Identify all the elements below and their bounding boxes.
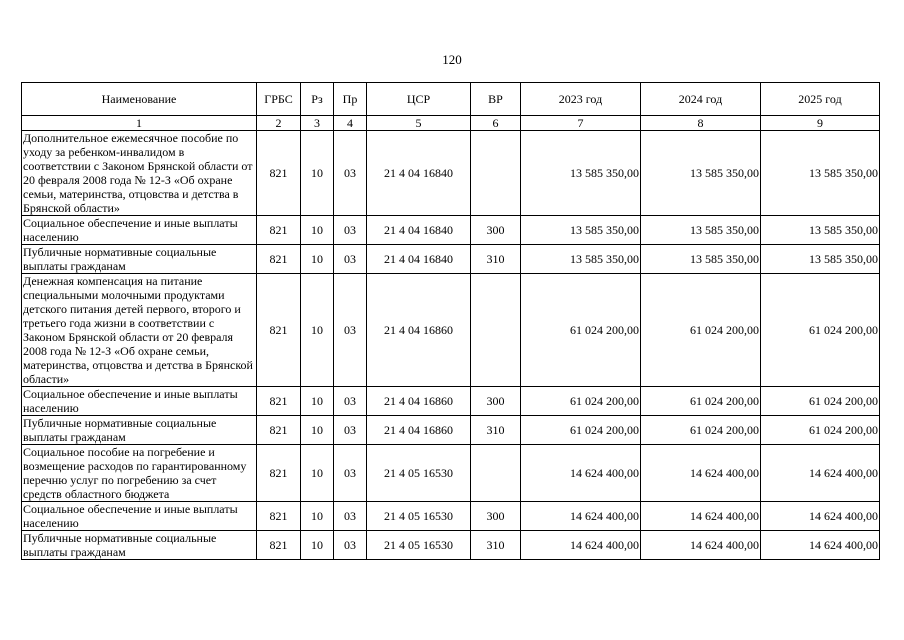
row-2025: 13 585 350,00 (761, 216, 880, 245)
page-number: 120 (442, 52, 462, 67)
column-number: 9 (761, 116, 880, 131)
header-rz: Рз (301, 83, 334, 116)
row-vr (471, 445, 521, 502)
row-pr: 03 (334, 445, 367, 502)
row-2024: 13 585 350,00 (641, 131, 761, 216)
row-grbs: 821 (257, 502, 301, 531)
row-name: Публичные нормативные социальные выплаты гражданам (22, 531, 257, 560)
column-number: 8 (641, 116, 761, 131)
row-rz: 10 (301, 416, 334, 445)
row-2025: 14 624 400,00 (761, 531, 880, 560)
column-number: 3 (301, 116, 334, 131)
header-name: Наименование (22, 83, 257, 116)
row-vr: 310 (471, 416, 521, 445)
row-2024: 14 624 400,00 (641, 502, 761, 531)
header-2025: 2025 год (761, 83, 880, 116)
row-2023: 61 024 200,00 (521, 274, 641, 387)
row-pr: 03 (334, 216, 367, 245)
table-row (22, 131, 880, 216)
row-rz: 10 (301, 131, 334, 216)
row-2024: 61 024 200,00 (641, 274, 761, 387)
row-pr: 03 (334, 416, 367, 445)
header-2024: 2024 год (641, 83, 761, 116)
row-csr: 21 4 04 16860 (367, 416, 471, 445)
column-number-row (22, 116, 880, 131)
row-rz: 10 (301, 531, 334, 560)
row-vr (471, 274, 521, 387)
table-row (22, 531, 880, 560)
row-2025: 14 624 400,00 (761, 445, 880, 502)
row-rz: 10 (301, 387, 334, 416)
column-number: 2 (257, 116, 301, 131)
row-name: Публичные нормативные социальные выплаты гражданам (22, 245, 257, 274)
row-vr: 310 (471, 245, 521, 274)
row-rz: 10 (301, 445, 334, 502)
row-pr: 03 (334, 502, 367, 531)
row-rz: 10 (301, 245, 334, 274)
row-2024: 13 585 350,00 (641, 245, 761, 274)
row-pr: 03 (334, 531, 367, 560)
row-csr: 21 4 04 16860 (367, 387, 471, 416)
row-grbs: 821 (257, 445, 301, 502)
row-csr: 21 4 04 16840 (367, 216, 471, 245)
row-grbs: 821 (257, 387, 301, 416)
row-pr: 03 (334, 245, 367, 274)
row-2023: 13 585 350,00 (521, 245, 641, 274)
row-csr: 21 4 04 16840 (367, 245, 471, 274)
table-row (22, 387, 880, 416)
header-csr: ЦСР (367, 83, 471, 116)
header-grbs: ГРБС (257, 83, 301, 116)
row-csr: 21 4 04 16840 (367, 131, 471, 216)
column-number: 7 (521, 116, 641, 131)
row-name: Дополнительное ежемесячное пособие по уходу за ребенком-инвалидом в соответствии с Законом Брянской области от 20 февраля 2008 года № 12-З «Об охране семьи, материнства, отцовства и детства в Брянской области» (22, 131, 257, 216)
table-row (22, 216, 880, 245)
row-rz: 10 (301, 502, 334, 531)
row-name: Денежная компенсация на питание специальными молочными продуктами детского питания детей первого, второго и третьего года жизни в соответствии с Законом Брянской области от 20 февраля 2008 года № 12-З «Об охране семьи, материнства, отцовства и детства в Брянской области» (22, 274, 257, 387)
row-2025: 61 024 200,00 (761, 387, 880, 416)
row-grbs: 821 (257, 245, 301, 274)
table-row (22, 416, 880, 445)
table-row (22, 274, 880, 387)
column-number: 5 (367, 116, 471, 131)
row-2024: 61 024 200,00 (641, 416, 761, 445)
row-2025: 61 024 200,00 (761, 274, 880, 387)
row-2023: 14 624 400,00 (521, 531, 641, 560)
row-name: Социальное обеспечение и иные выплаты населению (22, 502, 257, 531)
row-grbs: 821 (257, 131, 301, 216)
header-pr: Пр (334, 83, 367, 116)
row-grbs: 821 (257, 531, 301, 560)
row-2023: 13 585 350,00 (521, 216, 641, 245)
row-csr: 21 4 05 16530 (367, 531, 471, 560)
row-pr: 03 (334, 274, 367, 387)
row-2025: 13 585 350,00 (761, 131, 880, 216)
row-rz: 10 (301, 216, 334, 245)
header-vr: ВР (471, 83, 521, 116)
row-rz: 10 (301, 274, 334, 387)
row-2023: 61 024 200,00 (521, 416, 641, 445)
column-number: 6 (471, 116, 521, 131)
header-row (22, 83, 880, 116)
row-2025: 13 585 350,00 (761, 245, 880, 274)
budget-table (21, 82, 880, 560)
row-2023: 14 624 400,00 (521, 445, 641, 502)
row-2025: 14 624 400,00 (761, 502, 880, 531)
column-number: 4 (334, 116, 367, 131)
row-2023: 14 624 400,00 (521, 502, 641, 531)
row-csr: 21 4 05 16530 (367, 502, 471, 531)
table-row (22, 502, 880, 531)
row-grbs: 821 (257, 416, 301, 445)
row-csr: 21 4 05 16530 (367, 445, 471, 502)
row-name: Социальное обеспечение и иные выплаты населению (22, 216, 257, 245)
row-pr: 03 (334, 387, 367, 416)
row-name: Социальное обеспечение и иные выплаты населению (22, 387, 257, 416)
row-grbs: 821 (257, 274, 301, 387)
row-2024: 14 624 400,00 (641, 531, 761, 560)
row-name: Социальное пособие на погребение и возмещение расходов по гарантированному перечню услуг по погребению за счет средств областного бюджета (22, 445, 257, 502)
row-2024: 13 585 350,00 (641, 216, 761, 245)
row-vr: 300 (471, 502, 521, 531)
column-number: 1 (22, 116, 257, 131)
header-2023: 2023 год (521, 83, 641, 116)
row-pr: 03 (334, 131, 367, 216)
table-row (22, 245, 880, 274)
row-2024: 14 624 400,00 (641, 445, 761, 502)
row-name: Публичные нормативные социальные выплаты гражданам (22, 416, 257, 445)
row-2023: 13 585 350,00 (521, 131, 641, 216)
row-vr (471, 131, 521, 216)
row-2025: 61 024 200,00 (761, 416, 880, 445)
row-2023: 61 024 200,00 (521, 387, 641, 416)
row-vr: 300 (471, 216, 521, 245)
row-vr: 310 (471, 531, 521, 560)
row-vr: 300 (471, 387, 521, 416)
row-csr: 21 4 04 16860 (367, 274, 471, 387)
row-2024: 61 024 200,00 (641, 387, 761, 416)
row-grbs: 821 (257, 216, 301, 245)
table-row (22, 445, 880, 502)
